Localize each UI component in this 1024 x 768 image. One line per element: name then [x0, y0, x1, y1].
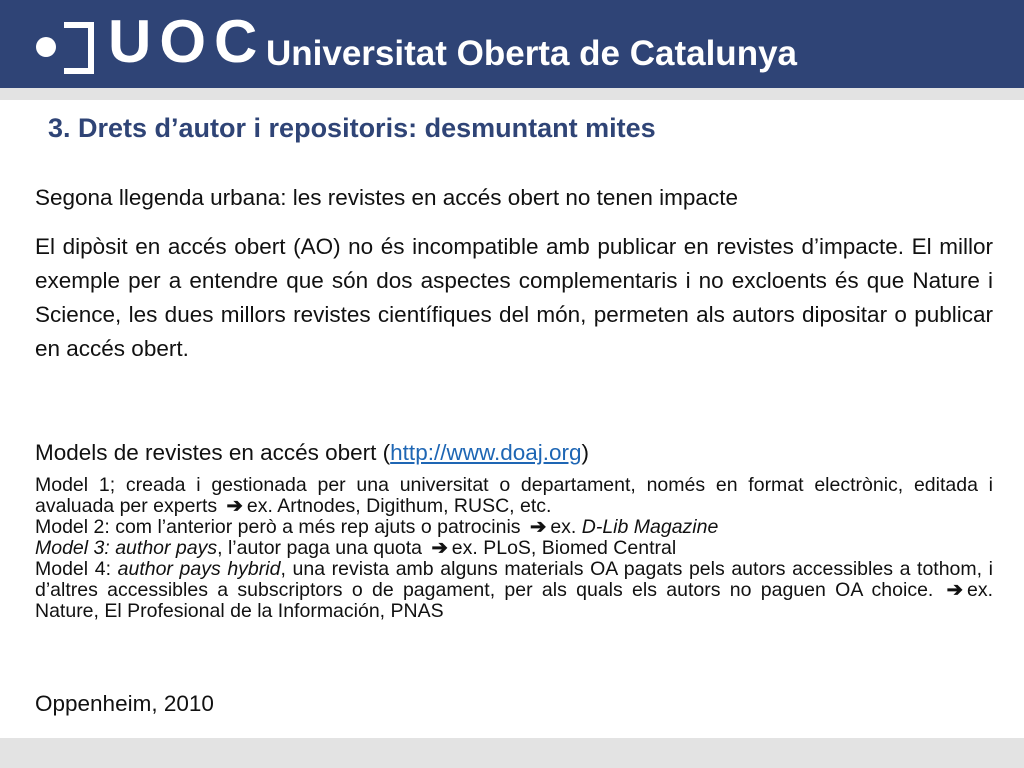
- header-divider: [0, 88, 1024, 100]
- model-2-example: D-Lib Magazine: [581, 516, 719, 538]
- model-3-text: , l’autor paga una quota: [217, 537, 423, 559]
- footer-bar: [0, 738, 1024, 768]
- models-list: [35, 475, 993, 622]
- subtitle: Segona llegenda urbana: les revistes en accés obert no tenen impacte: [35, 185, 738, 210]
- model-1-text: Model 1; creada i gestionada per una universitat o departament, només en format electrònic, editada i avaluada per experts: [35, 474, 993, 517]
- model-4: [35, 559, 993, 622]
- university-name: Universitat Oberta de Catalunya: [266, 34, 797, 73]
- slide-title: 3. Drets d’autor i repositoris: desmuntant mites: [48, 113, 656, 143]
- model-4-label: author pays hybrid: [117, 558, 281, 580]
- uoc-logo-bracket-icon: [64, 22, 94, 74]
- doaj-link[interactable]: http://www.doaj.org: [390, 440, 582, 465]
- model-1-examples: ex. Artnodes, Digithum, RUSC, etc.: [246, 495, 552, 517]
- arrow-right-icon: ➔: [529, 516, 547, 538]
- model-3: [35, 538, 993, 559]
- body-paragraph: El dipòsit en accés obert (AO) no és incompatible amb publicar en revistes d’impacte. El millor exemple per a entendre que són dos aspectes complementaris i no excloents és que Nature i Science, les dues millors revistes científiques del món, permeten als autors dipositar o publicar en accés obert.: [35, 234, 993, 361]
- models-heading-suffix: ): [581, 440, 590, 465]
- model-4-prefix: Model 4:: [35, 558, 111, 580]
- uoc-logo: UOC: [108, 8, 266, 75]
- model-4-text: , una revista amb alguns materials OA pagats pels autors accessibles a tothom, i d’altres accessibles a subscriptors o de pagament, per als quals els autors no paguen OA choice.: [35, 558, 994, 601]
- model-2: [35, 517, 993, 538]
- model-3-examples: ex. PLoS, Biomed Central: [451, 537, 677, 559]
- models-heading-prefix: Models de revistes en accés obert (: [35, 440, 391, 465]
- reference: Oppenheim, 2010: [35, 691, 214, 716]
- model-2-ex-prefix: ex.: [550, 516, 577, 538]
- arrow-right-icon: ➔: [431, 537, 448, 559]
- model-4-examples: ex. Nature, El Profesional de la Información, PNAS: [35, 579, 994, 622]
- model-3-label: Model 3: author pays: [35, 537, 218, 559]
- header-bar: [0, 0, 1024, 88]
- arrow-right-icon: ➔: [946, 579, 963, 601]
- models-heading: [35, 437, 993, 469]
- arrow-right-icon: ➔: [226, 495, 243, 517]
- uoc-logo-dot-icon: [36, 37, 56, 57]
- model-1: [35, 475, 993, 517]
- model-2-text: Model 2: com l’anterior però a més rep ajuts o patrocinis: [35, 516, 521, 538]
